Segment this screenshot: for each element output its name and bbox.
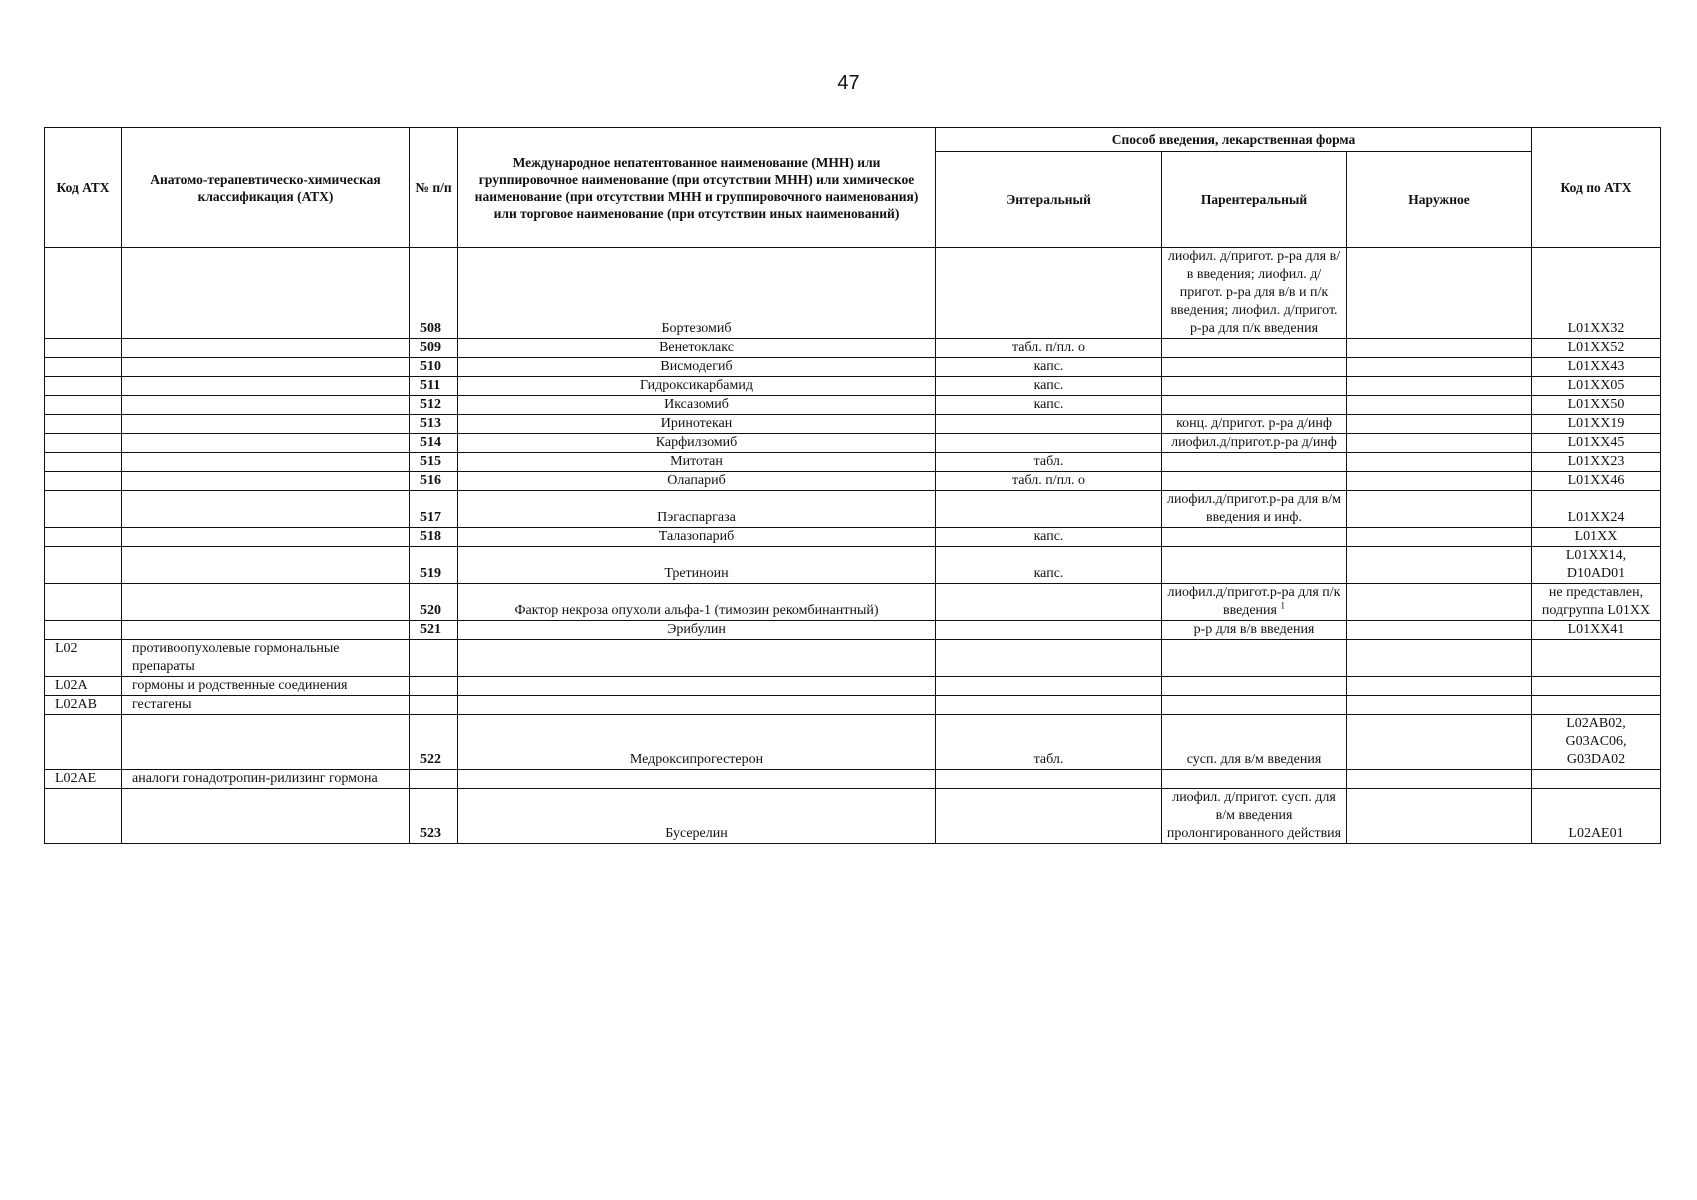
row-number-cell-text: 510 [420,359,441,374]
row-number-cell-text: 523 [420,826,441,841]
parenteral-form-cell [1162,640,1347,677]
external-form-cell [1347,453,1532,472]
classification-cell [122,770,410,789]
table-row [45,640,1661,677]
row-number-cell [410,434,458,453]
enteral-form-cell [936,472,1162,491]
row-number-cell [410,677,458,696]
external-form-cell [1347,715,1532,770]
parenteral-form-cell [1162,472,1347,491]
enteral-form-cell [936,770,1162,789]
classification-cell [122,547,410,584]
drug-name-cell-text: Бортезомиб [661,321,732,336]
classification-cell [122,528,410,547]
atx-group-code-cell [45,472,122,491]
parenteral-form-cell-text: р-р для в/в введения [1193,622,1315,637]
enteral-form-cell [936,339,1162,358]
atx-group-code-cell [45,415,122,434]
table-row [45,528,1661,547]
row-number-cell [410,770,458,789]
classification-cell [122,453,410,472]
row-number-cell-text: 522 [420,752,441,767]
atx-group-code-cell [45,621,122,640]
header-external: Наружное [1347,152,1532,248]
atx-code-cell-text: L01XX [1574,529,1618,544]
parenteral-form-cell-text: лиофил.д/пригот.р-ра для в/м введения и инф. [1166,492,1342,525]
drug-name-cell [458,547,936,584]
external-form-cell [1347,339,1532,358]
row-number-cell [410,584,458,621]
drug-name-cell-text: Гидроксикарбамид [640,378,753,393]
enteral-form-cell-text: табл. п/пл. о [1011,473,1086,488]
classification-cell [122,377,410,396]
header-enteral: Энтеральный [936,152,1162,248]
classification-cell [122,696,410,715]
atx-code-cell [1532,434,1661,453]
enteral-form-cell-text: капс. [1033,566,1064,581]
atx-code-cell-text: L01XX32 [1567,321,1625,336]
atx-code-cell [1532,640,1661,677]
drug-name-cell-text: Висмодегиб [660,359,733,374]
classification-cell [122,677,410,696]
enteral-form-cell [936,248,1162,339]
drug-name-cell-text: Венетоклакс [659,340,734,355]
drug-name-cell [458,472,936,491]
parenteral-form-cell [1162,491,1347,528]
drug-name-cell [458,696,936,715]
atx-group-code-cell [45,547,122,584]
atx-code-cell-text: L01XX50 [1567,397,1625,412]
table-row [45,415,1661,434]
table-row [45,677,1661,696]
external-form-cell [1347,547,1532,584]
drug-name-cell-text: Медроксипрогестерон [629,752,764,767]
atx-group-code-cell [45,677,122,696]
drug-name-cell [458,584,936,621]
parenteral-form-cell [1162,528,1347,547]
table-row [45,696,1661,715]
table-row [45,358,1661,377]
parenteral-form-cell-text: сусп. для в/м введения [1186,752,1322,767]
external-form-cell [1347,491,1532,528]
row-number-cell-text: 516 [420,473,441,488]
enteral-form-cell-text: табл. [1033,752,1064,767]
atx-code-cell [1532,358,1661,377]
atx-group-code-cell [45,358,122,377]
footnote-marker: 1 [1280,600,1285,611]
atx-group-code-cell-text: L02AB [55,697,97,712]
row-number-cell [410,248,458,339]
drug-name-cell [458,453,936,472]
row-number-cell-text: 515 [420,454,441,469]
parenteral-form-cell [1162,396,1347,415]
enteral-form-cell [936,584,1162,621]
classification-cell [122,358,410,377]
row-number-cell [410,453,458,472]
enteral-form-cell [936,715,1162,770]
enteral-form-cell [936,491,1162,528]
row-number-cell-text: 520 [420,603,441,618]
table-row [45,339,1661,358]
parenteral-form-cell-text: лиофил.д/пригот.р-ра д/инф [1171,435,1337,450]
enteral-form-cell [936,621,1162,640]
drug-name-cell [458,415,936,434]
atx-code-cell-text: L01XX14, D10AD01 [1565,548,1627,581]
drug-name-cell [458,491,936,528]
enteral-form-cell-text: табл. п/пл. о [1011,340,1086,355]
atx-code-cell [1532,396,1661,415]
row-number-cell-text: 517 [420,510,441,525]
row-number-cell-text: 518 [420,529,441,544]
classification-cell [122,396,410,415]
row-number-cell [410,358,458,377]
enteral-form-cell [936,547,1162,584]
parenteral-form-cell [1162,584,1347,621]
atx-code-cell [1532,696,1661,715]
drug-name-cell [458,377,936,396]
atx-group-code-cell [45,453,122,472]
atx-code-cell [1532,715,1661,770]
table-row [45,770,1661,789]
drug-name-cell-text: Олапариб [667,473,726,488]
enteral-form-cell [936,377,1162,396]
drug-name-cell [458,677,936,696]
row-number-cell [410,715,458,770]
enteral-form-cell [936,696,1162,715]
header-route-group: Способ введения, лекарственная форма [936,128,1532,152]
parenteral-form-cell-text: лиофил. д/пригот. р-ра для в/в введения; лиофил. д/пригот. р-ра для в/в и п/к введения; лиофил. д/пригот. р-ра для п/к введения [1167,249,1341,336]
row-number-cell-text: 511 [420,378,441,393]
atx-code-cell [1532,339,1661,358]
atx-code-cell [1532,677,1661,696]
external-form-cell [1347,415,1532,434]
external-form-cell [1347,789,1532,844]
header-name: Международное непатентованное наименование (МНН) или группировочное наименование (при отсутствии МНН) или химическое наименование (при отсутствии МНН и группировочного наименования) или торговое наименование (при отсутствии иных наименований) [458,128,936,248]
drug-name-cell-text: Карфилзомиб [655,435,738,450]
atx-group-code-cell-text: L02AE [55,771,97,786]
atx-code-cell [1532,528,1661,547]
enteral-form-cell [936,358,1162,377]
row-number-cell-text: 521 [420,622,441,637]
external-form-cell [1347,358,1532,377]
row-number-cell-text: 519 [420,566,441,581]
classification-cell-text: противоопухолевые гормональные препараты [132,641,340,674]
external-form-cell [1347,770,1532,789]
drug-name-cell [458,339,936,358]
table-row [45,434,1661,453]
drug-name-cell-text: Иринотекан [660,416,733,431]
table-row [45,715,1661,770]
external-form-cell [1347,396,1532,415]
atx-group-code-cell [45,528,122,547]
atx-code-cell-text: L02AE01 [1568,826,1624,841]
drug-name-cell [458,248,936,339]
enteral-form-cell-text: капс. [1033,397,1064,412]
atx-group-code-cell [45,584,122,621]
enteral-form-cell [936,640,1162,677]
classification-cell [122,640,410,677]
atx-code-cell-text: L02AB02, G03AC06, G03DA02 [1565,716,1627,767]
atx-group-code-cell [45,491,122,528]
enteral-form-cell-text: капс. [1033,359,1064,374]
table-row [45,491,1661,528]
classification-cell [122,415,410,434]
atx-code-cell-text: L01XX19 [1567,416,1625,431]
drug-name-cell [458,789,936,844]
parenteral-form-cell [1162,547,1347,584]
atx-code-cell [1532,621,1661,640]
table-row [45,472,1661,491]
row-number-cell [410,377,458,396]
parenteral-form-cell [1162,621,1347,640]
parenteral-form-cell [1162,358,1347,377]
header-parenteral: Парентеральный [1162,152,1347,248]
drug-name-cell [458,528,936,547]
drug-table [44,127,1661,844]
atx-code-cell-text: L01XX05 [1567,378,1625,393]
atx-code-cell [1532,453,1661,472]
drug-name-cell [458,434,936,453]
external-form-cell [1347,377,1532,396]
table-row [45,377,1661,396]
atx-group-code-cell [45,640,122,677]
enteral-form-cell [936,789,1162,844]
parenteral-form-cell [1162,715,1347,770]
parenteral-form-cell-text: лиофил. д/пригот. сусп. для в/м введения пролонгированного действия [1166,790,1342,841]
page-number: 47 [837,72,860,94]
drug-name-cell [458,396,936,415]
external-form-cell [1347,528,1532,547]
table-body [45,248,1661,844]
header-num: № п/п [410,128,458,248]
atx-code-cell [1532,248,1661,339]
classification-cell [122,339,410,358]
atx-code-cell [1532,415,1661,434]
classification-cell [122,434,410,453]
row-number-cell-text: 509 [420,340,441,355]
parenteral-form-cell [1162,339,1347,358]
atx-group-code-cell [45,770,122,789]
external-form-cell [1347,584,1532,621]
header-classification: Анатомо-терапевтическо-химическая классификация (АТХ) [122,128,410,248]
atx-group-code-cell [45,377,122,396]
classification-cell-text: гормоны и родственные соединения [132,678,348,693]
parenteral-form-cell [1162,677,1347,696]
row-number-cell-text: 508 [420,321,441,336]
atx-code-cell [1532,491,1661,528]
table-row [45,248,1661,339]
atx-group-code-cell [45,715,122,770]
atx-code-cell-text: L01XX43 [1567,359,1625,374]
external-form-cell [1347,621,1532,640]
drug-name-cell-text: Талазопариб [658,529,735,544]
atx-group-code-cell-text: L02 [55,641,78,656]
atx-group-code-cell [45,339,122,358]
drug-name-cell-text: Эрибулин [667,622,726,637]
atx-code-cell-text: L01XX24 [1567,510,1625,525]
parenteral-form-cell [1162,453,1347,472]
atx-code-cell [1532,789,1661,844]
external-form-cell [1347,434,1532,453]
parenteral-form-cell [1162,248,1347,339]
row-number-cell [410,547,458,584]
header-code: Код АТХ [45,128,122,248]
table-row [45,547,1661,584]
classification-cell-text: аналоги гонадотропин-рилизинг гормона [132,771,378,786]
enteral-form-cell-text: капс. [1033,378,1064,393]
table-row [45,789,1661,844]
row-number-cell-text: 513 [420,416,441,431]
row-number-cell [410,621,458,640]
row-number-cell [410,640,458,677]
enteral-form-cell [936,396,1162,415]
row-number-cell [410,491,458,528]
atx-group-code-cell [45,696,122,715]
classification-cell [122,715,410,770]
row-number-cell [410,472,458,491]
enteral-form-cell-text: капс. [1033,529,1064,544]
row-number-cell [410,396,458,415]
parenteral-form-cell [1162,696,1347,715]
atx-code-cell-text: L01XX41 [1567,622,1625,637]
row-number-cell [410,415,458,434]
atx-code-cell [1532,584,1661,621]
drug-name-cell [458,358,936,377]
classification-cell [122,472,410,491]
classification-cell [122,584,410,621]
row-number-cell [410,696,458,715]
drug-name-cell-text: Митотан [670,454,723,469]
drug-name-cell [458,640,936,677]
drug-name-cell-text: Иксазомиб [664,397,729,412]
classification-cell [122,491,410,528]
external-form-cell [1347,248,1532,339]
parenteral-form-cell [1162,770,1347,789]
atx-code-cell [1532,472,1661,491]
row-number-cell [410,339,458,358]
row-number-cell [410,789,458,844]
drug-name-cell-text: Фактор некроза опухоли альфа-1 (тимозин рекомбинантный) [514,603,879,618]
parenteral-form-cell [1162,789,1347,844]
atx-group-code-cell [45,248,122,339]
row-number-cell-text: 514 [420,435,441,450]
enteral-form-cell [936,677,1162,696]
atx-code-cell [1532,547,1661,584]
enteral-form-cell [936,415,1162,434]
enteral-form-cell-text: табл. [1033,454,1064,469]
table-row [45,584,1661,621]
atx-code-cell [1532,770,1661,789]
classification-cell [122,789,410,844]
atx-group-code-cell [45,434,122,453]
atx-code-cell-text: L01XX23 [1567,454,1625,469]
classification-cell-text: гестагены [132,697,192,712]
atx-group-code-cell-text: L02A [55,678,88,693]
drug-name-cell-text: Третиноин [664,566,729,581]
atx-group-code-cell [45,396,122,415]
classification-cell [122,248,410,339]
atx-code-cell-text: не представлен, подгруппа L01XX [1541,585,1651,618]
external-form-cell [1347,696,1532,715]
atx-group-code-cell [45,789,122,844]
row-number-cell-text: 512 [420,397,441,412]
enteral-form-cell [936,434,1162,453]
enteral-form-cell [936,528,1162,547]
parenteral-form-cell [1162,415,1347,434]
drug-name-cell-text: Бусерелин [665,826,728,841]
parenteral-form-cell-text: лиофил.д/пригот.р-ра для п/к введения [1167,585,1341,618]
external-form-cell [1347,677,1532,696]
header-atx-code: Код по АТХ [1532,128,1661,248]
drug-name-cell-text: Пэгаспаргаза [657,510,736,525]
drug-name-cell [458,621,936,640]
table-row [45,396,1661,415]
row-number-cell [410,528,458,547]
parenteral-form-cell [1162,434,1347,453]
drug-name-cell [458,770,936,789]
parenteral-form-cell [1162,377,1347,396]
external-form-cell [1347,640,1532,677]
atx-code-cell-text: L01XX46 [1567,473,1625,488]
enteral-form-cell [936,453,1162,472]
classification-cell [122,621,410,640]
table-row [45,453,1661,472]
parenteral-form-cell-text: конц. д/пригот. р-ра д/инф [1176,416,1332,431]
atx-code-cell [1532,377,1661,396]
external-form-cell [1347,472,1532,491]
drug-name-cell [458,715,936,770]
atx-code-cell-text: L01XX52 [1567,340,1625,355]
atx-code-cell-text: L01XX45 [1567,435,1625,450]
table-row [45,621,1661,640]
